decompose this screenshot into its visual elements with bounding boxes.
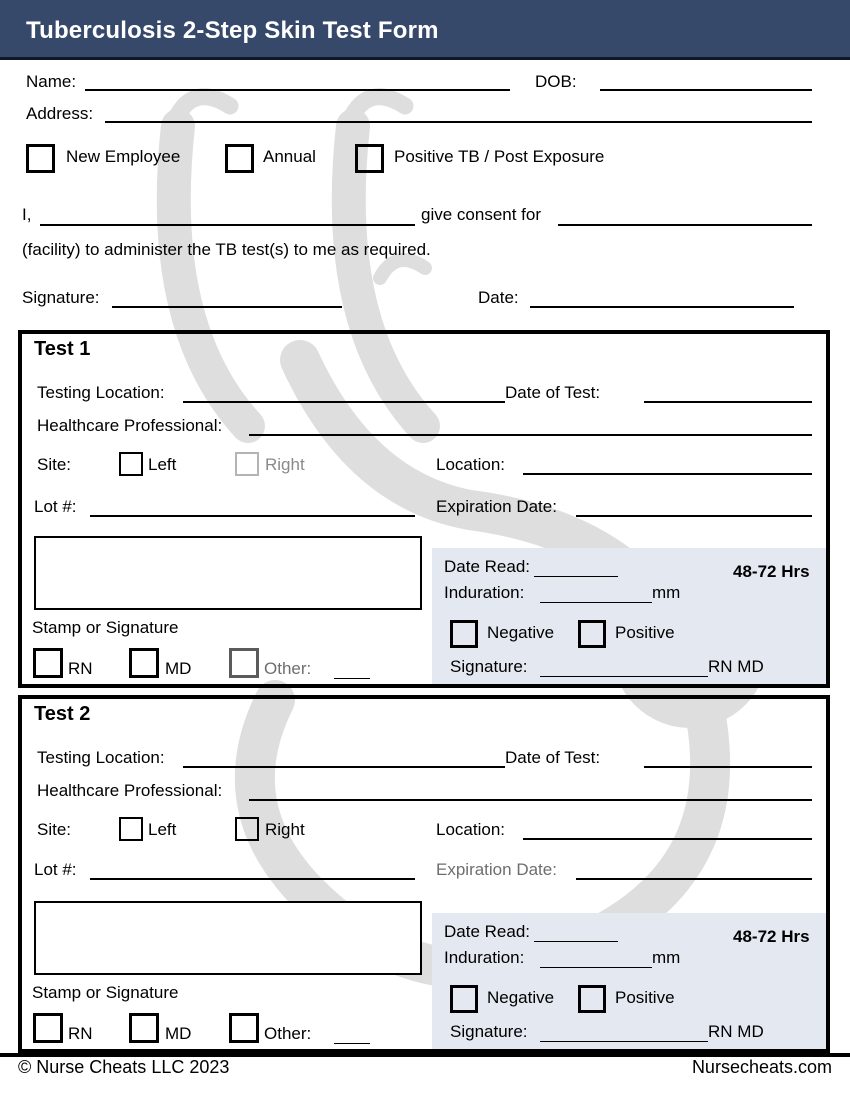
checkbox-positive-tb-post-exposure-label: Positive TB / Post Exposure xyxy=(394,147,605,166)
test-2-site-left-checkbox[interactable] xyxy=(119,817,143,841)
test-1-stamp-box[interactable] xyxy=(34,536,422,610)
test-2-date-of-test-input[interactable] xyxy=(644,766,812,768)
test-1-credential-md-checkbox[interactable] xyxy=(129,648,159,678)
test-2-lot-input[interactable] xyxy=(90,878,415,880)
test-2-induration-label: Induration: xyxy=(444,948,525,967)
test-1-date-of-test-label: Date of Test: xyxy=(505,383,601,402)
test-2-testing-location-label: Testing Location: xyxy=(37,748,165,767)
test-1-site-right-checkbox[interactable] xyxy=(235,452,259,476)
test-2-date-read-input[interactable] xyxy=(534,941,618,942)
test-1-result-positive-checkbox[interactable] xyxy=(578,620,606,648)
test-2-read-signature-input[interactable] xyxy=(540,1041,708,1042)
consent-date-label: Date: xyxy=(478,288,519,307)
test-2-result-positive-label: Positive xyxy=(615,988,675,1007)
consent-signature-label: Signature: xyxy=(22,288,100,307)
test-1-lot-label: Lot #: xyxy=(34,497,77,516)
dob-input[interactable] xyxy=(600,89,812,91)
test-1-healthcare-professional-label: Healthcare Professional: xyxy=(37,416,223,435)
consent-line-2: (facility) to administer the TB test(s) to me as required. xyxy=(22,240,431,259)
test-2-credential-rn-label: RN xyxy=(68,1024,93,1043)
test-2-result-negative-checkbox[interactable] xyxy=(450,985,478,1013)
test-1-healthcare-professional-input[interactable] xyxy=(249,434,812,436)
test-2-site-right-checkbox[interactable] xyxy=(235,817,259,841)
test-1-induration-label: Induration: xyxy=(444,583,525,602)
test-1-credential-other-checkbox[interactable] xyxy=(229,648,259,678)
name-label: Name: xyxy=(26,72,77,91)
name-input[interactable] xyxy=(85,89,510,91)
test-2-credential-rn-checkbox[interactable] xyxy=(33,1013,63,1043)
test-1-credential-other-input[interactable] xyxy=(334,678,370,679)
form-header xyxy=(0,0,850,60)
test-2-read-window-label: 48-72 Hrs xyxy=(733,927,810,946)
test-1-result-negative-checkbox[interactable] xyxy=(450,620,478,648)
test-1-read-signature-suffix: RN MD xyxy=(708,657,764,676)
test-2-testing-location-input[interactable] xyxy=(183,766,505,768)
test-2-site-right-label: Right xyxy=(265,820,305,839)
test-1-read-signature-label: Signature: xyxy=(450,657,528,676)
consent-signature-input[interactable] xyxy=(112,306,342,308)
test-2-date-read-label: Date Read: xyxy=(444,922,530,941)
test-1-location-label: Location: xyxy=(436,455,505,474)
test-2-healthcare-professional-input[interactable] xyxy=(249,799,812,801)
test-2-expiration-label: Expiration Date: xyxy=(436,860,557,879)
test-2-credential-other-checkbox[interactable] xyxy=(229,1013,259,1043)
test-1-testing-location-label: Testing Location: xyxy=(37,383,165,402)
test-2-location-input[interactable] xyxy=(523,838,812,840)
test-1-site-left-label: Left xyxy=(148,455,177,474)
test-2-induration-unit: mm xyxy=(652,948,681,967)
test-2-induration-input[interactable] xyxy=(540,967,652,968)
test-1-location-input[interactable] xyxy=(523,473,812,475)
test-1-credential-rn-checkbox[interactable] xyxy=(33,648,63,678)
checkbox-annual[interactable] xyxy=(225,144,254,173)
test-1-read-signature-input[interactable] xyxy=(540,676,708,677)
test-1-induration-unit: mm xyxy=(652,583,681,602)
checkbox-annual-label: Annual xyxy=(263,147,316,166)
page-title: Tuberculosis 2-Step Skin Test Form xyxy=(26,17,439,44)
test-2-stamp-box[interactable] xyxy=(34,901,422,975)
test-1-title: Test 1 xyxy=(34,338,91,360)
test-1-site-label: Site: xyxy=(37,455,72,474)
test-1-credential-md-label: MD xyxy=(165,659,192,678)
checkbox-new-employee[interactable] xyxy=(26,144,55,173)
test-1-result-positive-label: Positive xyxy=(615,623,675,642)
test-1-date-of-test-input[interactable] xyxy=(644,401,812,403)
test-1-site-left-checkbox[interactable] xyxy=(119,452,143,476)
test-2-location-label: Location: xyxy=(436,820,505,839)
dob-label: DOB: xyxy=(535,72,577,91)
test-2-credential-md-checkbox[interactable] xyxy=(129,1013,159,1043)
test-1-site-right-label: Right xyxy=(265,455,305,474)
test-2-lot-label: Lot #: xyxy=(34,860,77,879)
test-2-expiration-input[interactable] xyxy=(576,878,812,880)
test-2-site-left-label: Left xyxy=(148,820,177,839)
test-1-credential-other-label: Other: xyxy=(264,659,312,678)
test-2-healthcare-professional-label: Healthcare Professional: xyxy=(37,781,223,800)
consent-name-input[interactable] xyxy=(40,224,415,226)
address-label: Address: xyxy=(26,104,94,123)
consent-date-input[interactable] xyxy=(530,306,794,308)
test-1-stamp-label: Stamp or Signature xyxy=(32,618,179,637)
consent-lead: I, xyxy=(22,205,32,224)
test-1-expiration-input[interactable] xyxy=(576,515,812,517)
test-1-induration-input[interactable] xyxy=(540,602,652,603)
test-2-credential-other-label: Other: xyxy=(264,1024,312,1043)
consent-middle-text: give consent for xyxy=(421,205,542,224)
test-2-site-label: Site: xyxy=(37,820,72,839)
test-2-stamp-label: Stamp or Signature xyxy=(32,983,179,1002)
test-2-result-negative-label: Negative xyxy=(487,988,555,1007)
test-2-title: Test 2 xyxy=(34,703,91,725)
test-1-read-window-label: 48-72 Hrs xyxy=(733,562,810,581)
consent-facility-input[interactable] xyxy=(558,224,812,226)
test-2-read-signature-suffix: RN MD xyxy=(708,1022,764,1041)
test-2-date-of-test-label: Date of Test: xyxy=(505,748,601,767)
test-1-credential-rn-label: RN xyxy=(68,659,93,678)
test-2-read-signature-label: Signature: xyxy=(450,1022,528,1041)
test-2-result-positive-checkbox[interactable] xyxy=(578,985,606,1013)
test-1-result-negative-label: Negative xyxy=(487,623,555,642)
checkbox-positive-tb-post-exposure[interactable] xyxy=(355,144,384,173)
test-1-date-read-input[interactable] xyxy=(534,576,618,577)
footer-website[interactable]: Nursecheats.com xyxy=(691,1057,832,1077)
footer-copyright: © Nurse Cheats LLC 2023 xyxy=(18,1057,230,1077)
test-1-expiration-label: Expiration Date: xyxy=(436,497,557,516)
test-1-testing-location-input[interactable] xyxy=(183,401,505,403)
test-2-credential-md-label: MD xyxy=(165,1024,192,1043)
test-2-credential-other-input[interactable] xyxy=(334,1043,370,1044)
checkbox-new-employee-label: New Employee xyxy=(66,147,181,166)
test-1-lot-input[interactable] xyxy=(90,515,415,517)
address-input[interactable] xyxy=(105,121,812,123)
test-1-date-read-label: Date Read: xyxy=(444,557,530,576)
